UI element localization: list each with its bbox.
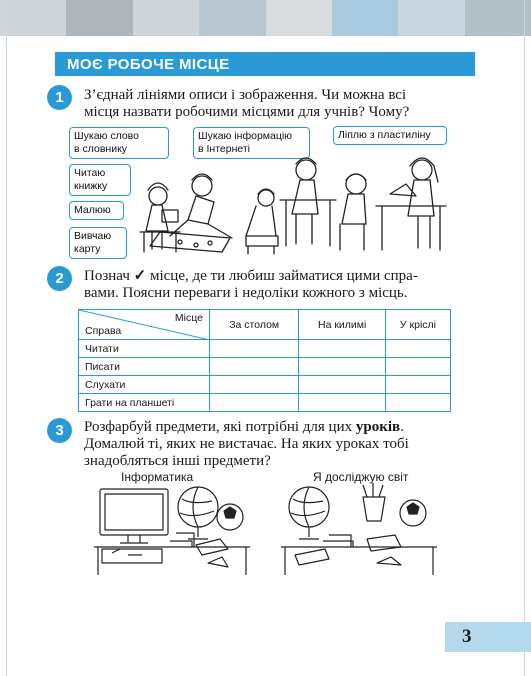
table-cell[interactable] <box>210 358 299 376</box>
table-row <box>79 358 451 376</box>
table-row <box>79 376 451 394</box>
globe-icon <box>289 487 329 527</box>
column-header: У кріслі <box>385 310 450 340</box>
page-number: 3 <box>462 626 472 647</box>
table-cell[interactable] <box>210 376 299 394</box>
table-row <box>79 394 451 412</box>
task-3-bold-word: уроків <box>355 419 401 435</box>
task-2-line-2: вами. Поясни переваги і недоліки кожного з місць. <box>84 285 408 301</box>
corner-label-place: Місце <box>174 312 203 324</box>
girl-reading-figure <box>140 183 180 252</box>
label-map-line-2: карту <box>74 243 101 255</box>
task-2-line-1-start: Познач <box>84 268 130 284</box>
label-dictionary-line-2: в словнику <box>74 143 128 155</box>
task-3-text <box>84 419 452 470</box>
girl-laptop-figure <box>376 158 446 250</box>
table-corner-cell <box>79 310 210 340</box>
task-3-line-1-start: Розфарбуй предмети, які потрібні для цих <box>84 419 353 435</box>
caption-informatics: Інформатика <box>121 470 194 484</box>
label-reading[interactable] <box>69 164 131 196</box>
row-label: Читати <box>79 340 210 358</box>
task-1-line-1: З’єднай лініями описи і зображення. Чи можна всі <box>84 87 407 103</box>
table-cell[interactable] <box>299 358 386 376</box>
table-cell[interactable] <box>210 394 299 412</box>
task-2-line-1 <box>84 268 452 285</box>
label-plasticine-text: Ліплю з пластиліну <box>338 129 431 141</box>
table-cell[interactable] <box>299 376 386 394</box>
boy-plasticine-figure <box>340 174 366 250</box>
column-header: За столом <box>210 310 299 340</box>
table-cell[interactable] <box>299 340 386 358</box>
label-dictionary-line-1: Шукаю слово <box>74 130 139 142</box>
task-3-line-3: знадобляться інші предмети? <box>84 453 271 469</box>
row-label: Грати на планшеті <box>79 394 210 412</box>
check-mark-icon: ✓ <box>133 268 147 284</box>
row-label: Писати <box>79 358 210 376</box>
label-reading-line-2: книжку <box>74 180 108 192</box>
label-reading-line-1: Читаю <box>74 167 106 179</box>
world-study-desk-illustration <box>279 483 439 578</box>
title-bar <box>55 52 475 76</box>
task-3-line-2: Домалюй ті, яких не вистачає. На яких уроках тобі <box>84 436 409 452</box>
label-plasticine[interactable] <box>333 126 447 145</box>
table-cell[interactable] <box>385 394 450 412</box>
pencil-cup-icon <box>363 497 385 521</box>
label-map[interactable] <box>69 227 127 259</box>
task-number-1: 1 <box>47 85 72 110</box>
task-1-text <box>84 87 452 121</box>
boy-desk-figure <box>280 158 336 246</box>
label-internet-line-2: в Інтернеті <box>198 143 251 155</box>
monitor-icon <box>100 489 168 535</box>
label-internet-line-1: Шукаю інформацію <box>198 130 293 142</box>
task-3-line-1-end: . <box>400 419 404 435</box>
table-row <box>79 340 451 358</box>
table-header-row <box>79 310 451 340</box>
corner-label-activity: Справа <box>85 325 122 337</box>
task-number-3: 3 <box>47 418 72 443</box>
row-label: Слухати <box>79 376 210 394</box>
caption-world-study: Я досліджую світ <box>313 470 409 484</box>
label-drawing[interactable] <box>69 201 124 220</box>
label-drawing-text: Малюю <box>74 204 111 216</box>
label-map-line-1: Вивчаю <box>74 230 112 242</box>
task-3-line-1 <box>84 419 452 436</box>
page-title: МОЄ РОБОЧЕ МІСЦЕ <box>67 56 230 73</box>
table-cell[interactable] <box>299 394 386 412</box>
task-2-line-1-end: місце, де ти любиш займатися цими спра- <box>149 268 418 284</box>
table-cell[interactable] <box>385 340 450 358</box>
places-table <box>78 309 451 412</box>
task-2-text <box>84 268 452 302</box>
task-number-2: 2 <box>47 266 72 291</box>
table-cell[interactable] <box>210 340 299 358</box>
table-cell[interactable] <box>385 358 450 376</box>
table-cell[interactable] <box>385 376 450 394</box>
task-1-line-2: місця назвати робочими місцями для учнів? Чому? <box>84 104 410 120</box>
globe-icon <box>178 487 218 527</box>
children-activities-illustration <box>130 150 450 260</box>
page-number-box <box>445 622 531 652</box>
column-header: На килимі <box>299 310 386 340</box>
informatics-desk-illustration <box>92 483 252 578</box>
boy-drawing-figure <box>246 189 278 254</box>
